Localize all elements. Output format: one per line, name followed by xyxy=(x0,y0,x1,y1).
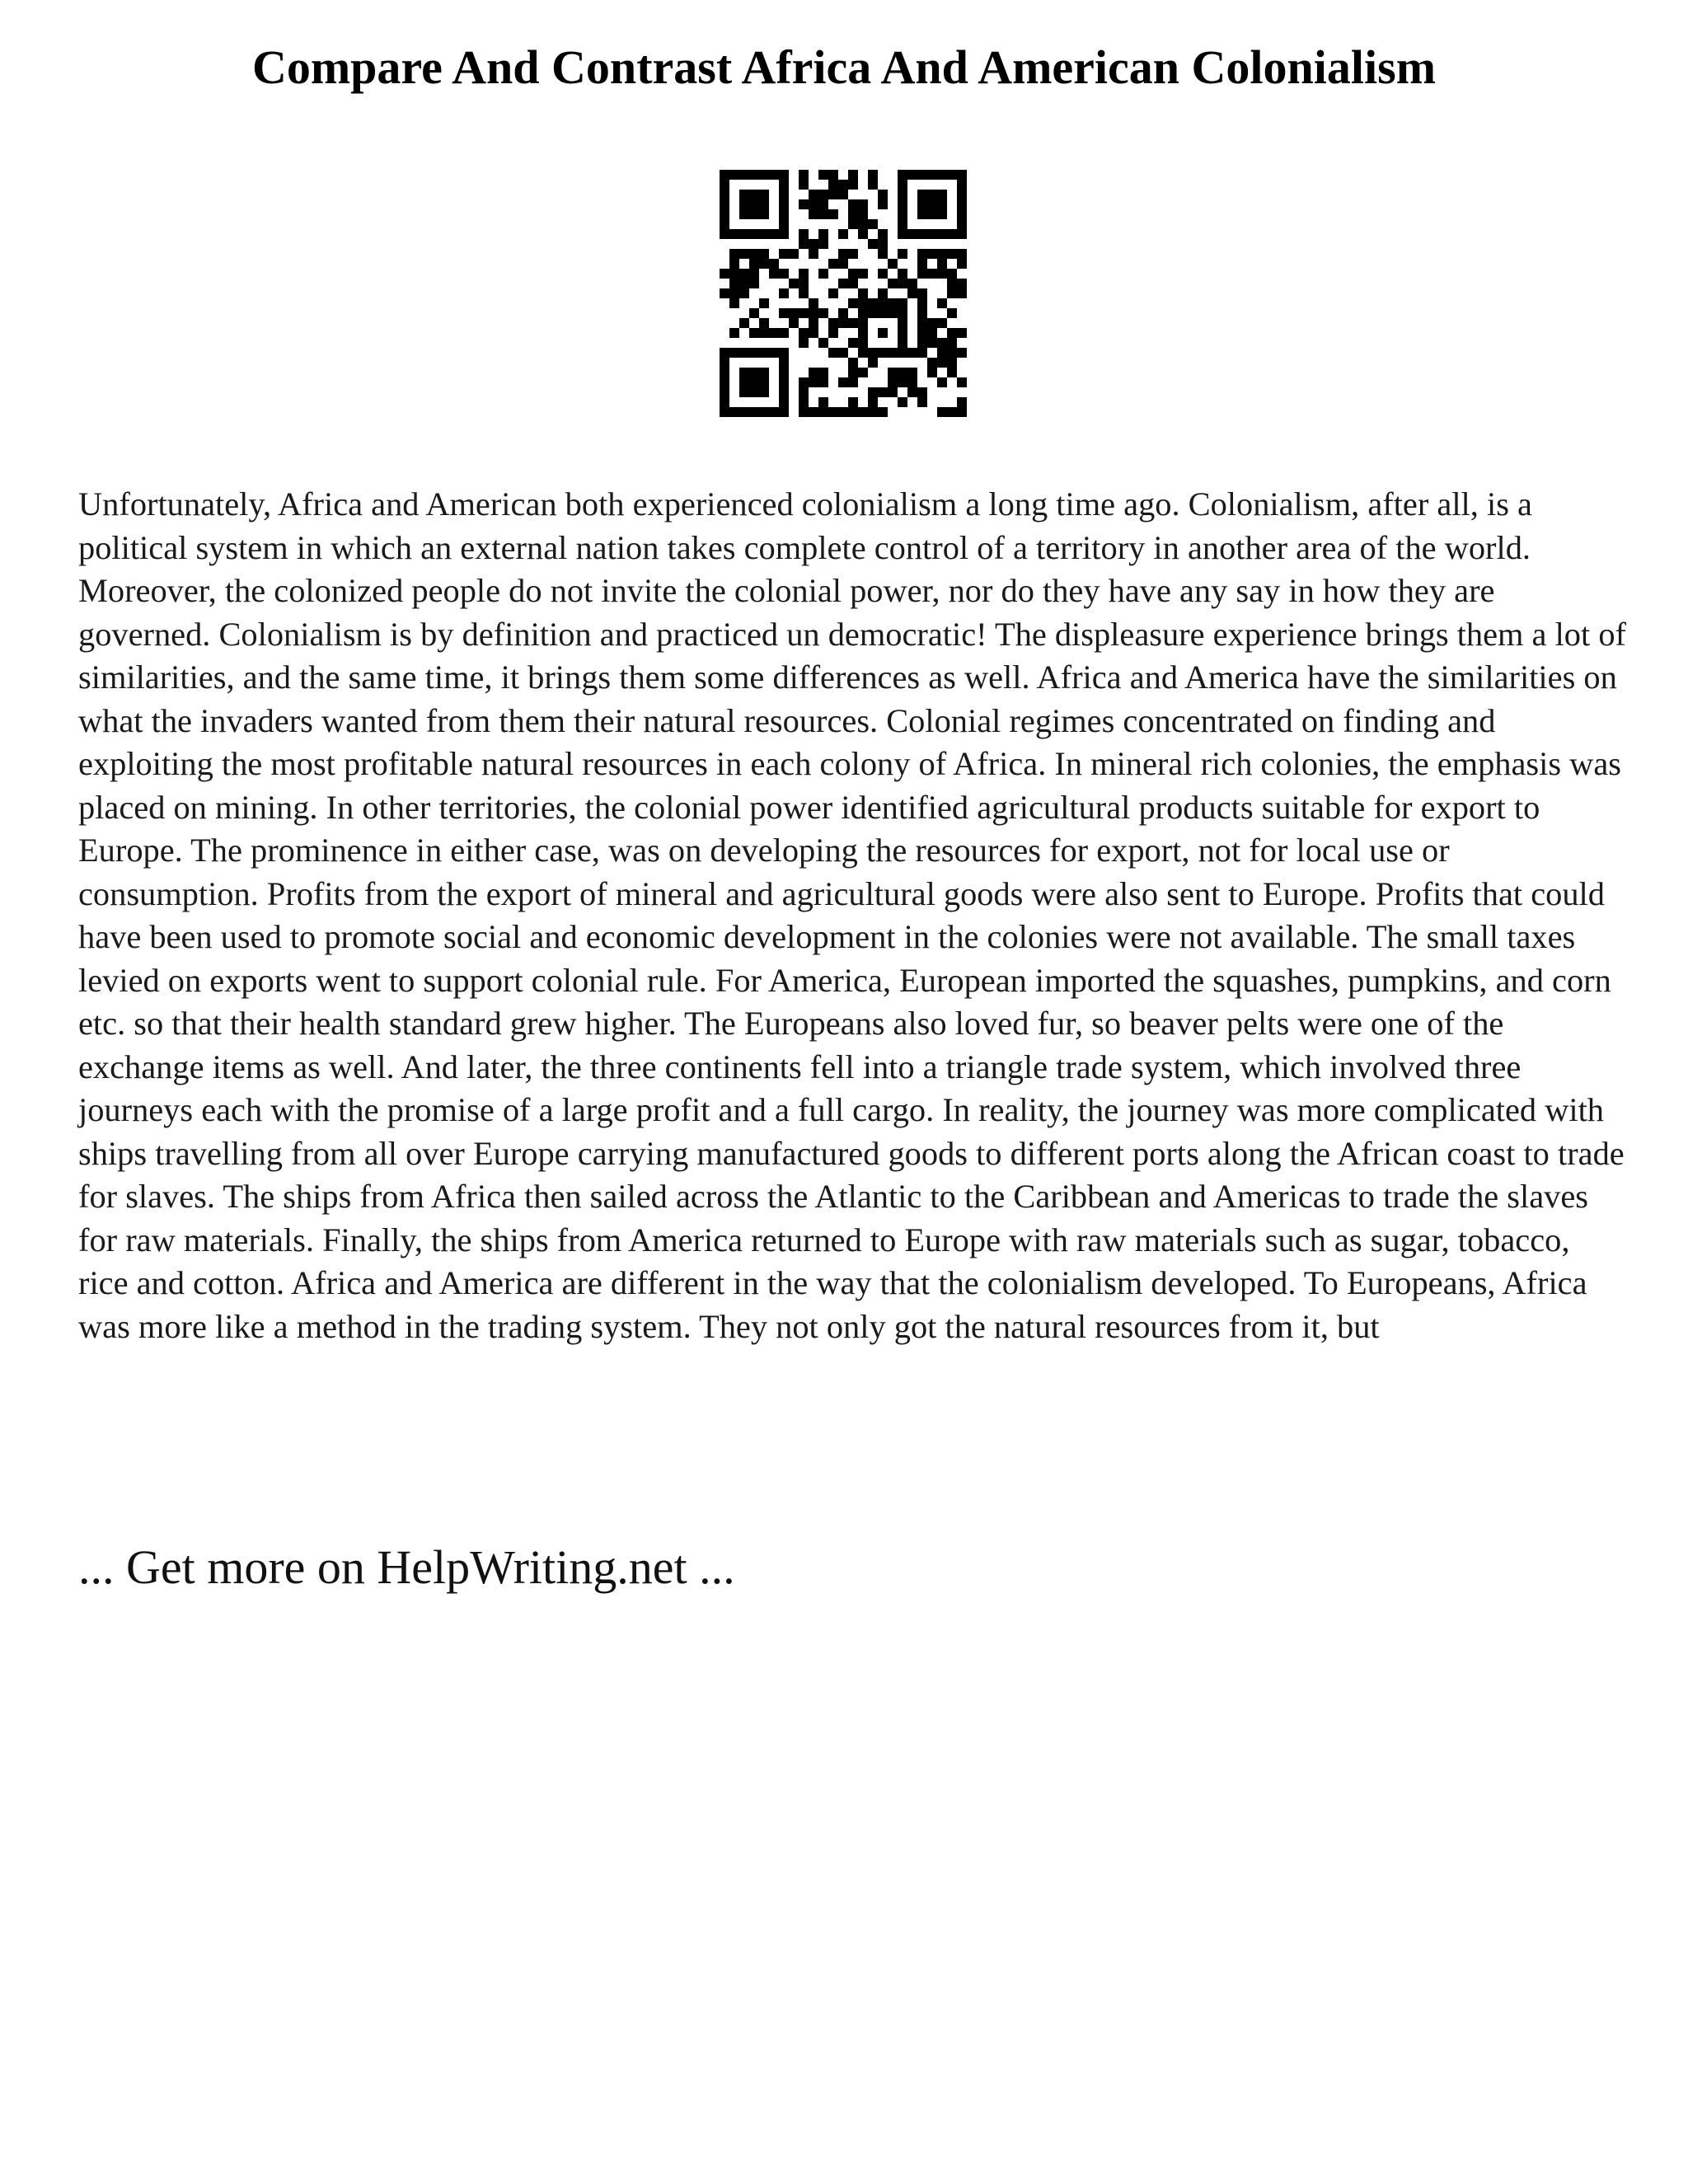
essay-body-text: Unfortunately, Africa and American both experienced colonialism a long time ago. Colonialism, after all, is a political system in which an external nation takes complete control of a territory in another area of the world. Moreover, the colonized people do not invite the colonial power, nor do they have any say in how they are governed. Colonialism is by definition and practiced un democratic! The displeasure experience brings them a lot of similarities, and the same time, it brings them some differences as well. Africa and America have the similarities on what the invaders wanted from them their natural resources. Colonial regimes concentrated on finding and exploiting the most profitable natural resources in each colony of Africa. In mineral rich colonies, the emphasis was placed on mining. In other territories, the colonial power identified agricultural products suitable for export to Europe. The prominence in either case, was on developing the resources for export, not for local use or consumption. Profits from the export of mineral and agricultural goods were also sent to Europe. Profits that could have been used to promote social and economic development in the colonies were not available. The small taxes levied on exports went to support colonial rule. For America, European imported the squashes, pumpkins, and corn etc. so that their health standard grew higher. The Europeans also loved fur, so beaver pelts were one of the exchange items as well. And later, the three continents fell into a triangle trade system, which involved three journeys each with the promise of a large profit and a full cargo. In reality, the journey was more complicated with ships travelling from all over Europe carrying manufactured goods to different ports along the African coast to trade for slaves. The ships from Africa then sailed across the Atlantic to the Caribbean and Americas to trade the slaves for raw materials. Finally, the ships from America returned to Europe with raw materials such as sugar, tobacco, rice and cotton. Africa and America are different in the way that the colonialism developed. To Europeans, Africa was more like a method in the trading system. They not only got the natural resources from it, but xyxy=(78,485,1626,1345)
page-title: Compare And Contrast Africa And American Colonialism xyxy=(251,40,1437,94)
get-more-link[interactable]: ... Get more on HelpWriting.net ... xyxy=(78,1540,735,1594)
qr-code-icon xyxy=(720,170,967,417)
